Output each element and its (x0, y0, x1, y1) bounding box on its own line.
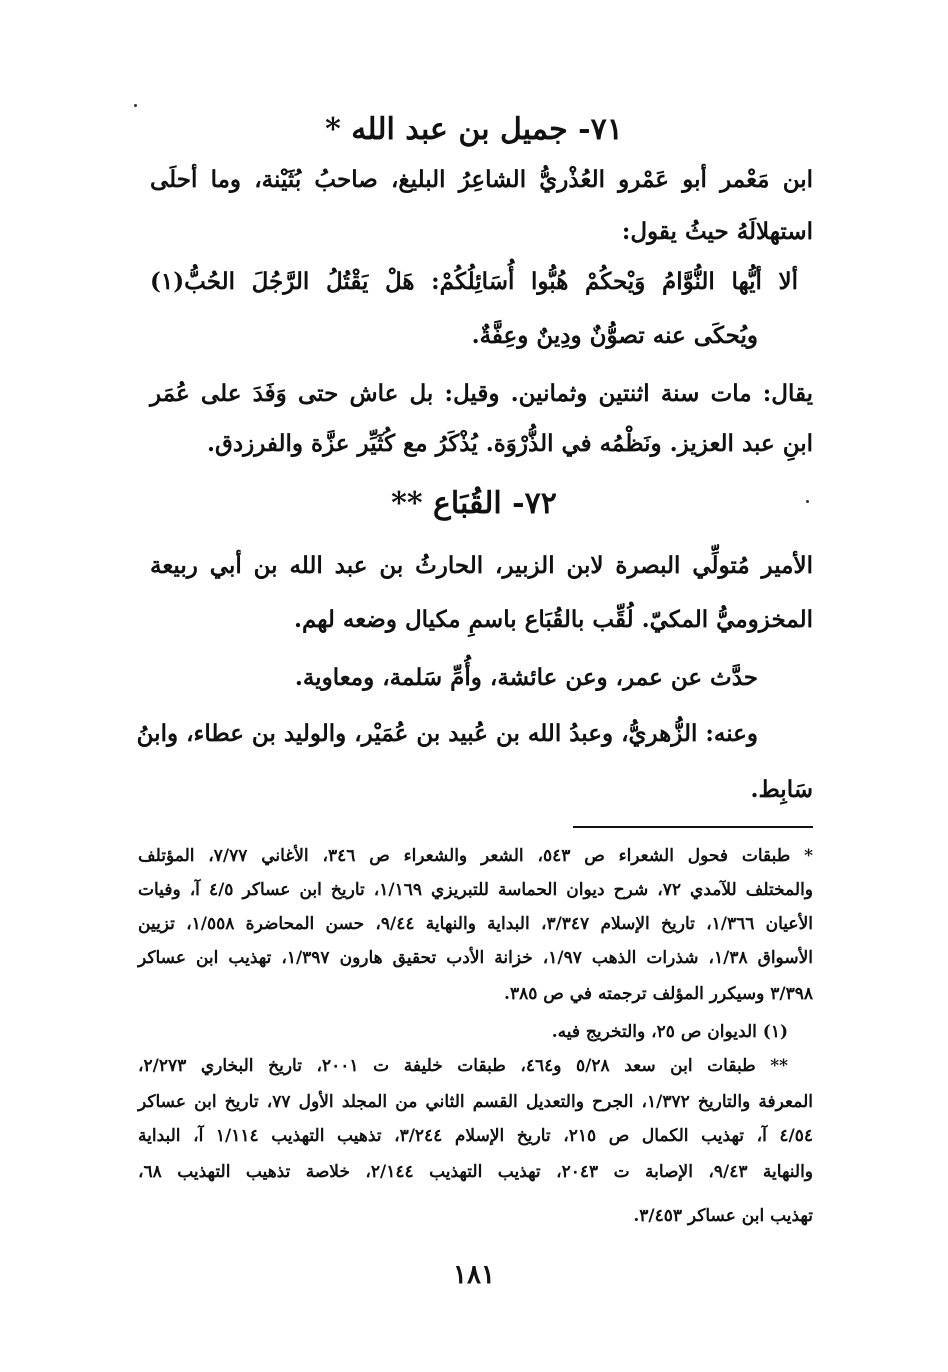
entry-71-line-4: ويُحكَى عنه تصوُّنٌ ودِينٌ وعِفَّةٌ. (471, 322, 758, 349)
footnote-line-1: * طبقات فحول الشعراء ص ٥٤٣، الشعر والشعراء ص ٣٤٦، الأغاني ٧/٧٧، المؤتلف (138, 846, 813, 866)
entry-71-title: ٧١- جميل بن عبد الله * (325, 112, 623, 147)
scan-speck (134, 104, 137, 107)
footnote-line-7: ** طبقات ابن سعد ٥/٢٨ و٤٦٤، طبقات خليفة ت ٢٠٠١، تاريخ البخاري ٢/٢٧٣، (138, 1056, 788, 1076)
entry-72-line-3: حدَّث عن عمر، وعن عائشة، وأُمِّ سَلمة، ومعاوية. (294, 664, 758, 691)
footnote-line-5: ٣/٣٩٨ وسيكرر المؤلف ترجمته في ص ٣٨٥. (504, 984, 813, 1004)
scan-speck (806, 500, 809, 503)
footnote-line-11: تهذيب ابن عساكر ٣/٤٥٣. (633, 1206, 813, 1226)
footnote-line-2: والمختلف للآمدي ٧٢، شرح ديوان الحماسة للتبريزي ١/١٦٩، تاريخ ابن عساكر ٤/٥ آ، وفيات (138, 880, 813, 900)
footnote-line-10: والنهاية ٩/٤٣، الإصابة ت ٢٠٤٣، تهذيب التهذيب ٢/١٤٤، خلاصة تذهيب التهذيب ٦٨، (138, 1162, 814, 1182)
entry-71-line-6: ابنِ عبد العزيز. ونَظْمُه في الذُّرْوَة. يُذْكَرُ مع كُثَيِّر عزَّة والفرزدق. (207, 430, 813, 457)
footnote-line-4: الأسواق ١/٣٨، شذرات الذهب ١/٩٧، خزانة الأدب تحقيق هارون ١/٣٩٧، تهذيب ابن عساكر (138, 948, 814, 968)
footnote-line-8: المعرفة والتاريخ ١/٣٧٢، الجرح والتعديل القسم الثاني من المجلد الأول ٧٧، تاريخ ابن عساكر (138, 1092, 813, 1112)
entry-72-line-1: الأمير مُتولِّي البصرة لابن الزبير، الحارثُ بن عبد الله بن أبي ربيعة (150, 552, 813, 579)
entry-71-line-2: استهلالَهُ حيثُ يقول: (621, 218, 813, 245)
entry-72-title: ٧٢- القُبَاع ** (391, 486, 557, 521)
entry-71-line-1: ابن مَعْمر أبو عَمْرو العُذْريُّ الشاعِرُ البليغ، صاحبُ بُثَيْنة، وما أحلَى (150, 166, 813, 193)
entry-72-line-5: سَابِط. (750, 776, 813, 803)
entry-71-line-5: يقال: مات سنة اثنتين وثمانين. وقيل: بل عاش حتى وَفَدَ على عُمَر (150, 380, 813, 407)
entry-72-line-2: المخزوميُّ المكيّ. لُقِّب بالقُبَاع باسمِ مكيال وضعه لهم. (293, 606, 813, 633)
entry-71-poem-line: ألا أيُّها النُّوَّامُ وَيْحكُمْ هُبُّوا أُسَائِلُكُمْ: هَلْ يَقْتُلُ الرَّجُلَ الحُبُّ(١) (150, 268, 798, 295)
page-number: ١٨١ (453, 1260, 495, 1290)
footnote-line-9: ٤/٥٤ آ، تهذيب الكمال ص ٢١٥، تاريخ الإسلام ٣/٢٤٤، تذهيب التهذيب ١/١١٤ آ، البداية (138, 1126, 814, 1146)
footnote-line-3: الأعيان ١/٣٦٦، تاريخ الإسلام ٣/٣٤٧، البداية والنهاية ٩/٤٤، حسن المحاضرة ١/٥٥٨، تزيين (138, 914, 813, 934)
footnote-separator (573, 826, 813, 828)
entry-72-line-4: وعنه: الزُّهريُّ، وعبدُ الله بن عُبيد بن عُمَيْر، والوليد بن عطاء، وابنُ (136, 720, 758, 747)
footnote-1: (١) الديوان ص ٢٥، والتخريج فيه. (551, 1022, 788, 1042)
